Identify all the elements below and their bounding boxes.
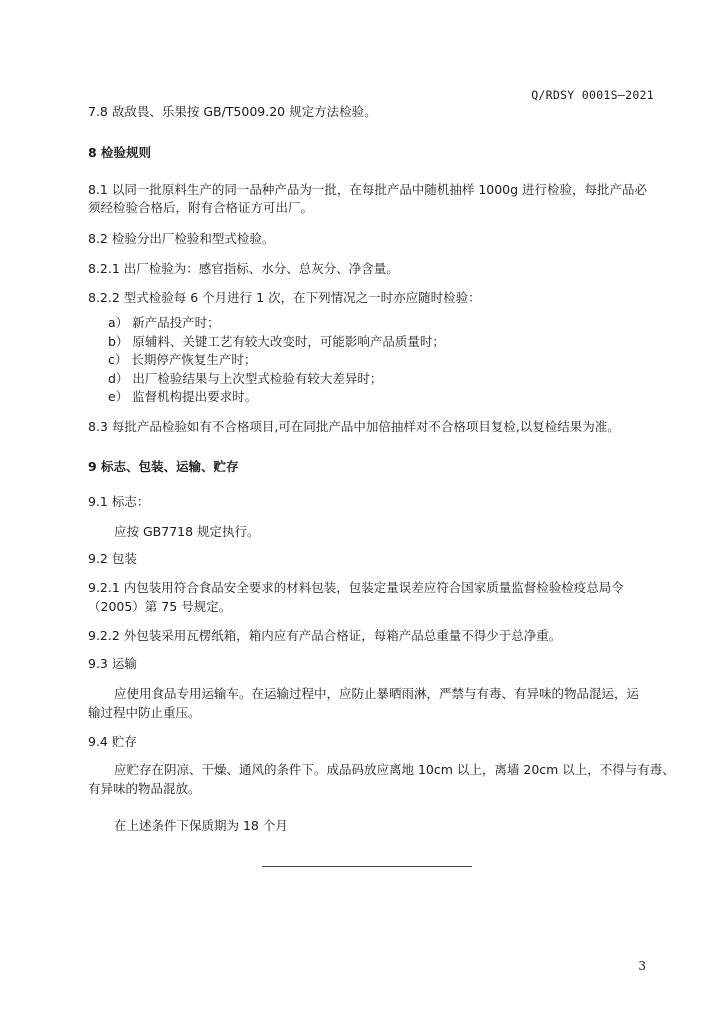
clause-9-3: 9.3 运输: [88, 656, 137, 671]
list-item: a） 新产品投产时；: [108, 315, 220, 330]
list-item: b） 原辅料、关键工艺有较大改变时，可能影响产品质量时；: [108, 334, 445, 349]
clause-8-3: 8.3 每批产品检验如有不合格项目,可在同批产品中加倍抽样对不合格项目复检,以复检结果为准。: [88, 419, 620, 434]
end-divider: [262, 866, 472, 867]
clause-8-1-line1: 8.1 以同一批原料生产的同一品种产品为一批，在每批产品中随机抽样 1000g 进行检验，每批产品必: [88, 182, 648, 197]
clause-9-2-2: 9.2.2 外包装采用瓦楞纸箱，箱内应有产品合格证，每箱产品总重量不得少于总净重。: [88, 628, 562, 643]
clause-9-2: 9.2 包装: [88, 551, 137, 566]
clause-8-2-2: 8.2.2 型式检验每 6 个月进行 1 次，在下列情况之一时亦应随时检验：: [88, 290, 481, 305]
clause-9-4-line1: 应贮存在阴凉、干燥、通风的条件下。成品码放应离地 10cm 以上，离墙 20cm 以上，不得与有毒、: [114, 762, 675, 777]
clause-9-1: 9.1 标志：: [88, 494, 150, 509]
shelf-life-statement: 在上述条件下保质期为 18 个月: [114, 818, 288, 833]
clause-9-4-line2: 有异味的物品混放。: [88, 781, 201, 796]
clause-9-2-1-line2: （2005）第 75 号规定。: [88, 599, 232, 614]
clause-9-2-1-line1: 9.2.1 内包装用符合食品安全要求的材料包装，包装定量误差应符合国家质量监督检验检疫总局令: [88, 580, 624, 595]
clause-9-1-text: 应按 GB7718 规定执行。: [114, 524, 260, 539]
clause-9-3-line1: 应使用食品专用运输车。在运输过程中，应防止暴晒雨淋，严禁与有毒、有异味的物品混运，运: [114, 686, 640, 701]
list-item: e） 监督机构提出要求时。: [108, 389, 258, 404]
clause-7-8: 7.8 敌敌畏、乐果按 GB/T5009.20 规定方法检验。: [88, 104, 377, 119]
list-item: d） 出厂检验结果与上次型式检验有较大差异时；: [108, 371, 383, 386]
section-8-heading: 8 检验规则: [88, 145, 152, 160]
list-item: c） 长期停产恢复生产时；: [108, 352, 257, 367]
clause-8-1-line2: 须经检验合格后，附有合格证方可出厂。: [88, 200, 314, 215]
clause-9-3-line2: 输过程中防止重压。: [88, 705, 201, 720]
section-9-heading: 9 标志、包装、运输、贮存: [88, 459, 239, 474]
clause-9-4: 9.4 贮存: [88, 734, 137, 749]
page-number: 3: [638, 959, 646, 973]
clause-8-2-1: 8.2.1 出厂检验为：感官指标、水分、总灰分、净含量。: [88, 261, 399, 276]
standard-code: Q/RDSY 0001S—2021: [531, 88, 654, 102]
clause-8-2: 8.2 检验分出厂检验和型式检验。: [88, 231, 275, 246]
